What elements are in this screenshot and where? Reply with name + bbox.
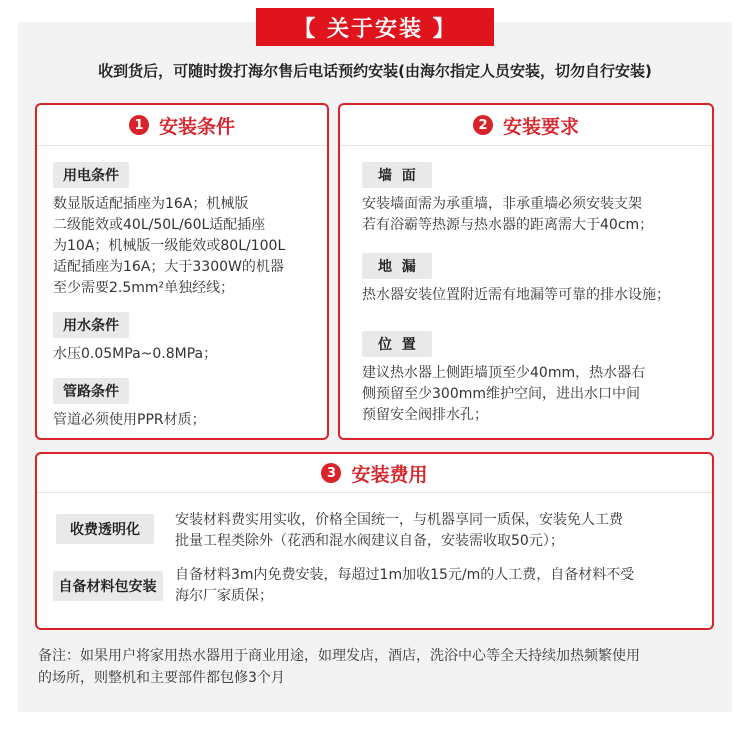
text-line: 至少需要2.5mm²单独经线； <box>53 280 235 296</box>
power-conditions <box>53 162 285 299</box>
position-requirement <box>362 331 645 426</box>
self-materials-label: 自备材料包安装 <box>53 571 163 601</box>
section-header <box>340 105 712 146</box>
text-line: 批量工程类除外（花洒和混水阀建议自备，安装需收取50元）； <box>175 533 564 549</box>
section-install-requirements <box>338 103 714 440</box>
text-line: 热水器安装位置附近需有地漏等可靠的排水设施； <box>362 287 670 303</box>
text-line: 若有浴霸等热源与热水器的距离需大于40cm； <box>362 217 654 233</box>
text-line: 为10A；机械版一级能效或80L/100L <box>53 238 286 254</box>
text-line: 水压0.05MPa~0.8MPa； <box>53 346 218 362</box>
page-title: 【 关于安装 】 <box>256 8 494 46</box>
note-line: 的场所，则整机和主要部件都包修3个月 <box>38 670 285 686</box>
text-line: 预留安全阀排水孔； <box>362 407 488 423</box>
water-label: 用水条件 <box>53 312 129 338</box>
wall-requirement <box>362 162 653 236</box>
section-title: 安装条件 <box>158 115 235 138</box>
pipe-label: 管路条件 <box>53 378 129 404</box>
section-number: 3 <box>321 463 341 483</box>
text-line: 安装材料费实用实收，价格全国统一，与机器享同一质保，安装免人工费 <box>175 512 623 528</box>
intro-text: 收到货后，可随时拨打海尔售后电话预约安装(由海尔指定人员安装，切勿自行安装) <box>98 62 652 80</box>
text-line: 自备材料3m内免费安装，每超过1m加收15元/m的人工费，自备材料不受 <box>175 567 635 583</box>
text-line: 数显版适配插座为16A；机械版 <box>53 196 249 212</box>
section-header <box>37 105 327 146</box>
position-label: 位 置 <box>362 331 432 357</box>
drain-label: 地 漏 <box>362 253 432 279</box>
text-line: 海尔厂家质保； <box>175 588 273 604</box>
text-line: 管道必须使用PPR材质； <box>53 412 206 428</box>
text-line: 二级能效或40L/50L/60L适配插座 <box>53 217 266 233</box>
pipe-conditions <box>53 378 206 431</box>
text-line: 建议热水器上侧距墙顶至少40mm，热水器右 <box>362 365 646 381</box>
water-conditions <box>53 312 217 365</box>
text-line: 适配插座为16A；大于3300W的机器 <box>53 259 284 275</box>
section-install-conditions <box>35 103 329 440</box>
section-title: 安装要求 <box>502 115 579 138</box>
self-materials-label-wrap <box>45 571 170 601</box>
self-materials-text <box>175 565 634 607</box>
transparent-fee-label: 收费透明化 <box>56 514 154 544</box>
transparent-fee-text <box>175 510 623 552</box>
footnote <box>38 645 718 689</box>
note-line: 备注：如果用户将家用热水器用于商业用途，如理发店，酒店，洗浴中心等全天持续加热频繁使用 <box>38 648 640 664</box>
section-header <box>37 454 712 493</box>
section-install-fees <box>35 452 714 630</box>
drain-requirement <box>362 253 670 306</box>
text-line: 侧预留至少300mm维护空间，进出水口中间 <box>362 386 640 402</box>
section-number: 1 <box>129 115 149 135</box>
section-number: 2 <box>473 115 493 135</box>
transparent-fee-label-wrap <box>45 514 165 544</box>
section-title: 安装费用 <box>351 463 428 486</box>
text-line: 安装墙面需为承重墙，非承重墙必须安装支架 <box>362 196 642 212</box>
power-label: 用电条件 <box>53 162 129 188</box>
wall-label: 墙 面 <box>362 162 432 188</box>
